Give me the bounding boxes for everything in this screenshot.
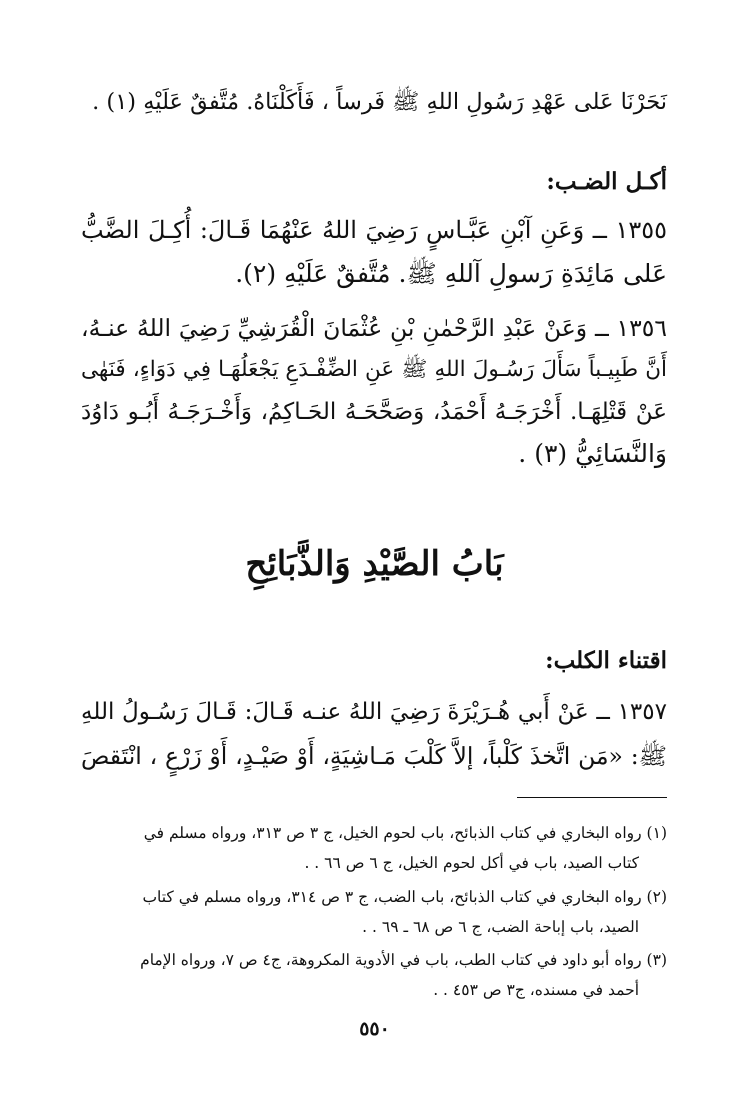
section-heading-keeping-dog: اقتناء الكلب: [545,647,667,674]
text-line-continuation: نَحَرْنَا عَلى عَهْدِ رَسُولِ اللهِ ﷺ فَرساً ، فَأَكَلْنَاهُ. مُتَّفقٌ عَلَيْهِ (١) . [92,89,667,115]
page-number: ٥٥٠ [359,1018,390,1040]
footnote-2-line-2: الصيد، باب إباحة الضب، ج ٦ ص ٦٨ ـ ٦٩ . . [362,918,639,936]
hadith-1355-line-2: عَلى مَائِدَةِ رَسولِ آللهِ ﷺ. مُتَّفقٌ عَلَيْهِ (٢). [235,259,667,288]
hadith-1357-line-2: ﷺ: «مَن اتَّخذَ كَلْباً، إلاَّ كَلْبَ مَـاشِيَةٍ، أَوْ صَيْـدٍ، أَوْ زَرْعٍ ، انْتَقصَ [81,742,667,770]
footnote-1-line-2: كتاب الصيد، باب في أكل لحوم الخيل، ج ٦ ص ٦٦ . . [304,854,639,872]
hadith-1356-line-1: ١٣٥٦ ــ وَعَنْ عَبْدِ الرَّحْمٰنِ بْنِ عُثْمَانَ الْقُرَشِيِّ رَضِيَ اللهُ عنـهُ، [81,314,667,342]
footnote-3-line-1: (٣) رواه أبو داود في كتاب الطب، باب في الأدوية المكروهة، ج٤ ص ٧، ورواه الإمام [140,951,667,969]
footnote-separator [517,797,667,798]
hadith-1356-line-2: أَنَّ طَبِيـباً سَأَلَ رَسُـولَ اللهِ ﷺ عَنِ الضِّفْـدَعِ يَجْعَلُهَـا فِي دَوَاءٍ، فَنَهٰى [81,357,667,382]
footnote-3-line-2: أحمد في مسنده، ج٣ ص ٤٥٣ . . [433,981,639,999]
footnote-2-line-1: (٢) رواه البخاري في كتاب الذبائح، باب الضب، ج ٣ ص ٣١٤، ورواه مسلم في كتاب [142,888,667,906]
chapter-title: بَابُ الصَّيْدِ وَالذَّبَائِحِ [245,544,504,584]
hadith-1355-line-1: ١٣٥٥ ــ وَعَنِ آبْنِ عَبَّـاسٍ رَضِيَ اللهُ عَنْهُمَا قَـالَ: أُكِـلَ الضَّبُّ [81,216,667,244]
hadith-1356-line-3: عَنْ قَتْلِهَـا. أَخْرَجَـهُ أَحْمَدُ، وَصَحَّحَـهُ الحَـاكِمُ، وَأَخْـرَجَـهُ أَبُـو دَاوُدَ [81,399,667,425]
hadith-1356-line-4: وَالنَّسَائِيُّ (٣) . [518,439,667,468]
section-heading-eating-dabb: أكـل الضـب: [546,168,667,195]
hadith-1357-line-1: ١٣٥٧ ــ عَنْ أَبي هُـرَيْرَةَ رَضِيَ اللهُ عنـه قَـالَ: قَـالَ رَسُـولُ اللهِ [81,699,667,725]
footnote-1-line-1: (١) رواه البخاري في كتاب الذبائح، باب لحوم الخيل، ج ٣ ص ٣١٣، ورواه مسلم في [143,824,667,842]
